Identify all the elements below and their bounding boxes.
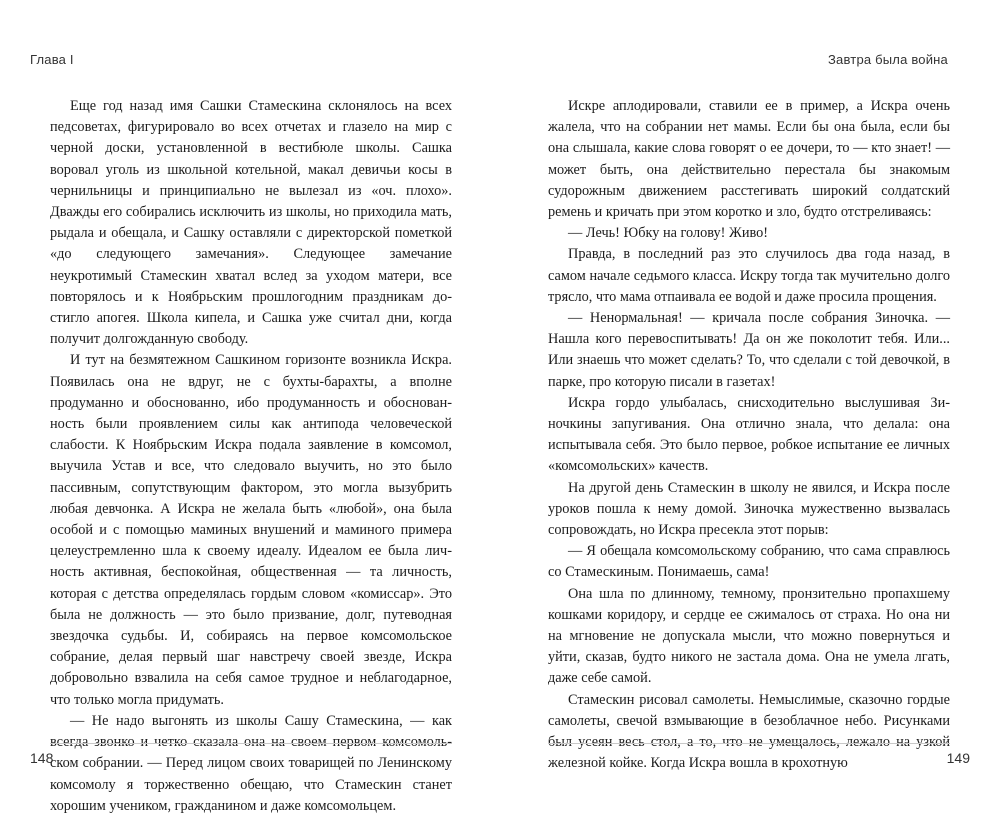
footer-divider: [548, 743, 950, 744]
left-page: [0, 0, 500, 814]
running-header: Глава I: [30, 52, 74, 67]
paragraph: И тут на безмятежном Сашкином горизонте возникла Искра. Появилась она не вдруг, не с бухты-барахты, а вполне продуманно и обоснованно, ибо продуманность и обоснованность были проявлением силы как антипода человеческой слабости. К Ноябрьским Искра подала заявление в комсомол, выучила Устав и все, что следовало выучить, но это было пассивным, сопутствующим фактором, это могла вызубрить любая девчонка. А Искра не желала быть «любой», она была особой и с помощью маминых внушений и маминого примера целеустремленно шла к своему идеалу. Идеалом ее была личность активная, беспокойная, общественная — та личность, которая с детства определялась гордым словом «комиссар». Это была не должность — это было призвание, долг, путеводная звездочка судьбы. И, собираясь на первое комсомольское собрание, делая первый шаг навстречу своей звезде, Искра добровольно взвалила на себя самое трудное и неблагодарное, что только могла придумать.: [50, 352, 452, 708]
paragraph: На другой день Стамескин в школу не явился, и Искра после уроков пошла к нему домой. Зиночка мужественно вызвалась сопровождать, но Искра пресекла этот порыв:: [548, 479, 950, 539]
footer-divider: [50, 743, 452, 744]
body-text: [548, 96, 950, 775]
paragraph: Она шла по длинному, темному, пронзительно пропахшему кошками коридору, и сердце ее сжималось от страха. Но она ни на мгновение не допускала мысли, что можно повернуться и уйти, сказав, будто никого не застала дома. Она не умела лгать, даже себе самой.: [548, 585, 950, 687]
paragraph: — Я обещала комсомольскому собранию, что сама справлюсь со Стамескиным. Понимаешь, сама!: [548, 543, 950, 581]
paragraph: Еще год назад имя Сашки Стамескина склонялось на всех педсоветах, фигурировало во всех отчетах и глазело на мир с черной доски, установленной в вестибюле школы. Сашка воровал уголь из школьной котельной, макал девичьи косы в чернильницы и принципиально не вылезал из «оч. плохо». Дважды его собирались исключить из школы, но приходила мать, рыдала и обещала, и Сашку оставляли с директорской пометкой «до следующего замечания». Следующее замечание неукротимый Стамескин хватал вслед за уходом матери, все повторялось и к Ноябрьским прошлогодним праздникам достигло апогея. Школа кипела, и Сашка уже считал дни, когда получит долгожданную свободу.: [50, 98, 452, 348]
paragraph: Правда, в последний раз это случилось два года назад, в самом начале седьмого класса. Искру тогда так мучительно долго трясло, что мама отпаивала ее водой и даже просила прощения.: [548, 246, 950, 305]
paragraph: — Ненормальная! — кричала после собрания Зиночка. — Нашла кого перевоспитывать! Да он же поколотит тебя. Или... Или знаешь что может сделать? То, что сделали с той девочкой, в парке, про которую писали в газетах!: [548, 310, 950, 390]
paragraph: — Лечь! Юбку на голову! Живо!: [568, 225, 769, 242]
paragraph: Искре аплодировали, ставили ее в пример, а Искра очень жалела, что на собрании нет мамы. Если бы она была, если бы она слышала, какие слова говорят о ее дочери, то — кто знает! — может быть, она действительно перестала бы знакомым судорожным движением расстегивать широкий солдатский ремень и кричать при этом коротко и зло, будто отстреливаясь:: [548, 98, 950, 221]
paragraph: Искра гордо улыбалась, снисходительно выслушивая Зиночкины запугивания. Она отлично знала, что делала: она испытывала себя. Это было первое, робкое испытание ее личных «комсомольских» качеств.: [548, 394, 950, 475]
paragraph: — Не надо выгонять из школы Сашу Стамескина, — как всегда звонко и четко сказала она на своем первом комсомольском собрании. — Перед лицом своих товарищей по Ленинскому комсомолу я торжественно обещаю, что Стамескин станет хорошим учеником, гражданином и даже комсомольцем.: [50, 712, 452, 814]
page-number: 148: [30, 750, 54, 766]
paragraph: Стамескин рисовал самолеты. Немыслимые, сказочно гордые самолеты, свечой взмывающие в безоблачное небо. Рисунками был усеян весь стол, а то, что не умещалось, лежало на узкой железной койке. Когда Искра вошла в крохотную: [548, 691, 950, 772]
right-page: [500, 0, 1000, 800]
page-number: 149: [946, 750, 970, 766]
running-header: Завтра была война: [827, 52, 948, 67]
body-text: [50, 96, 452, 817]
